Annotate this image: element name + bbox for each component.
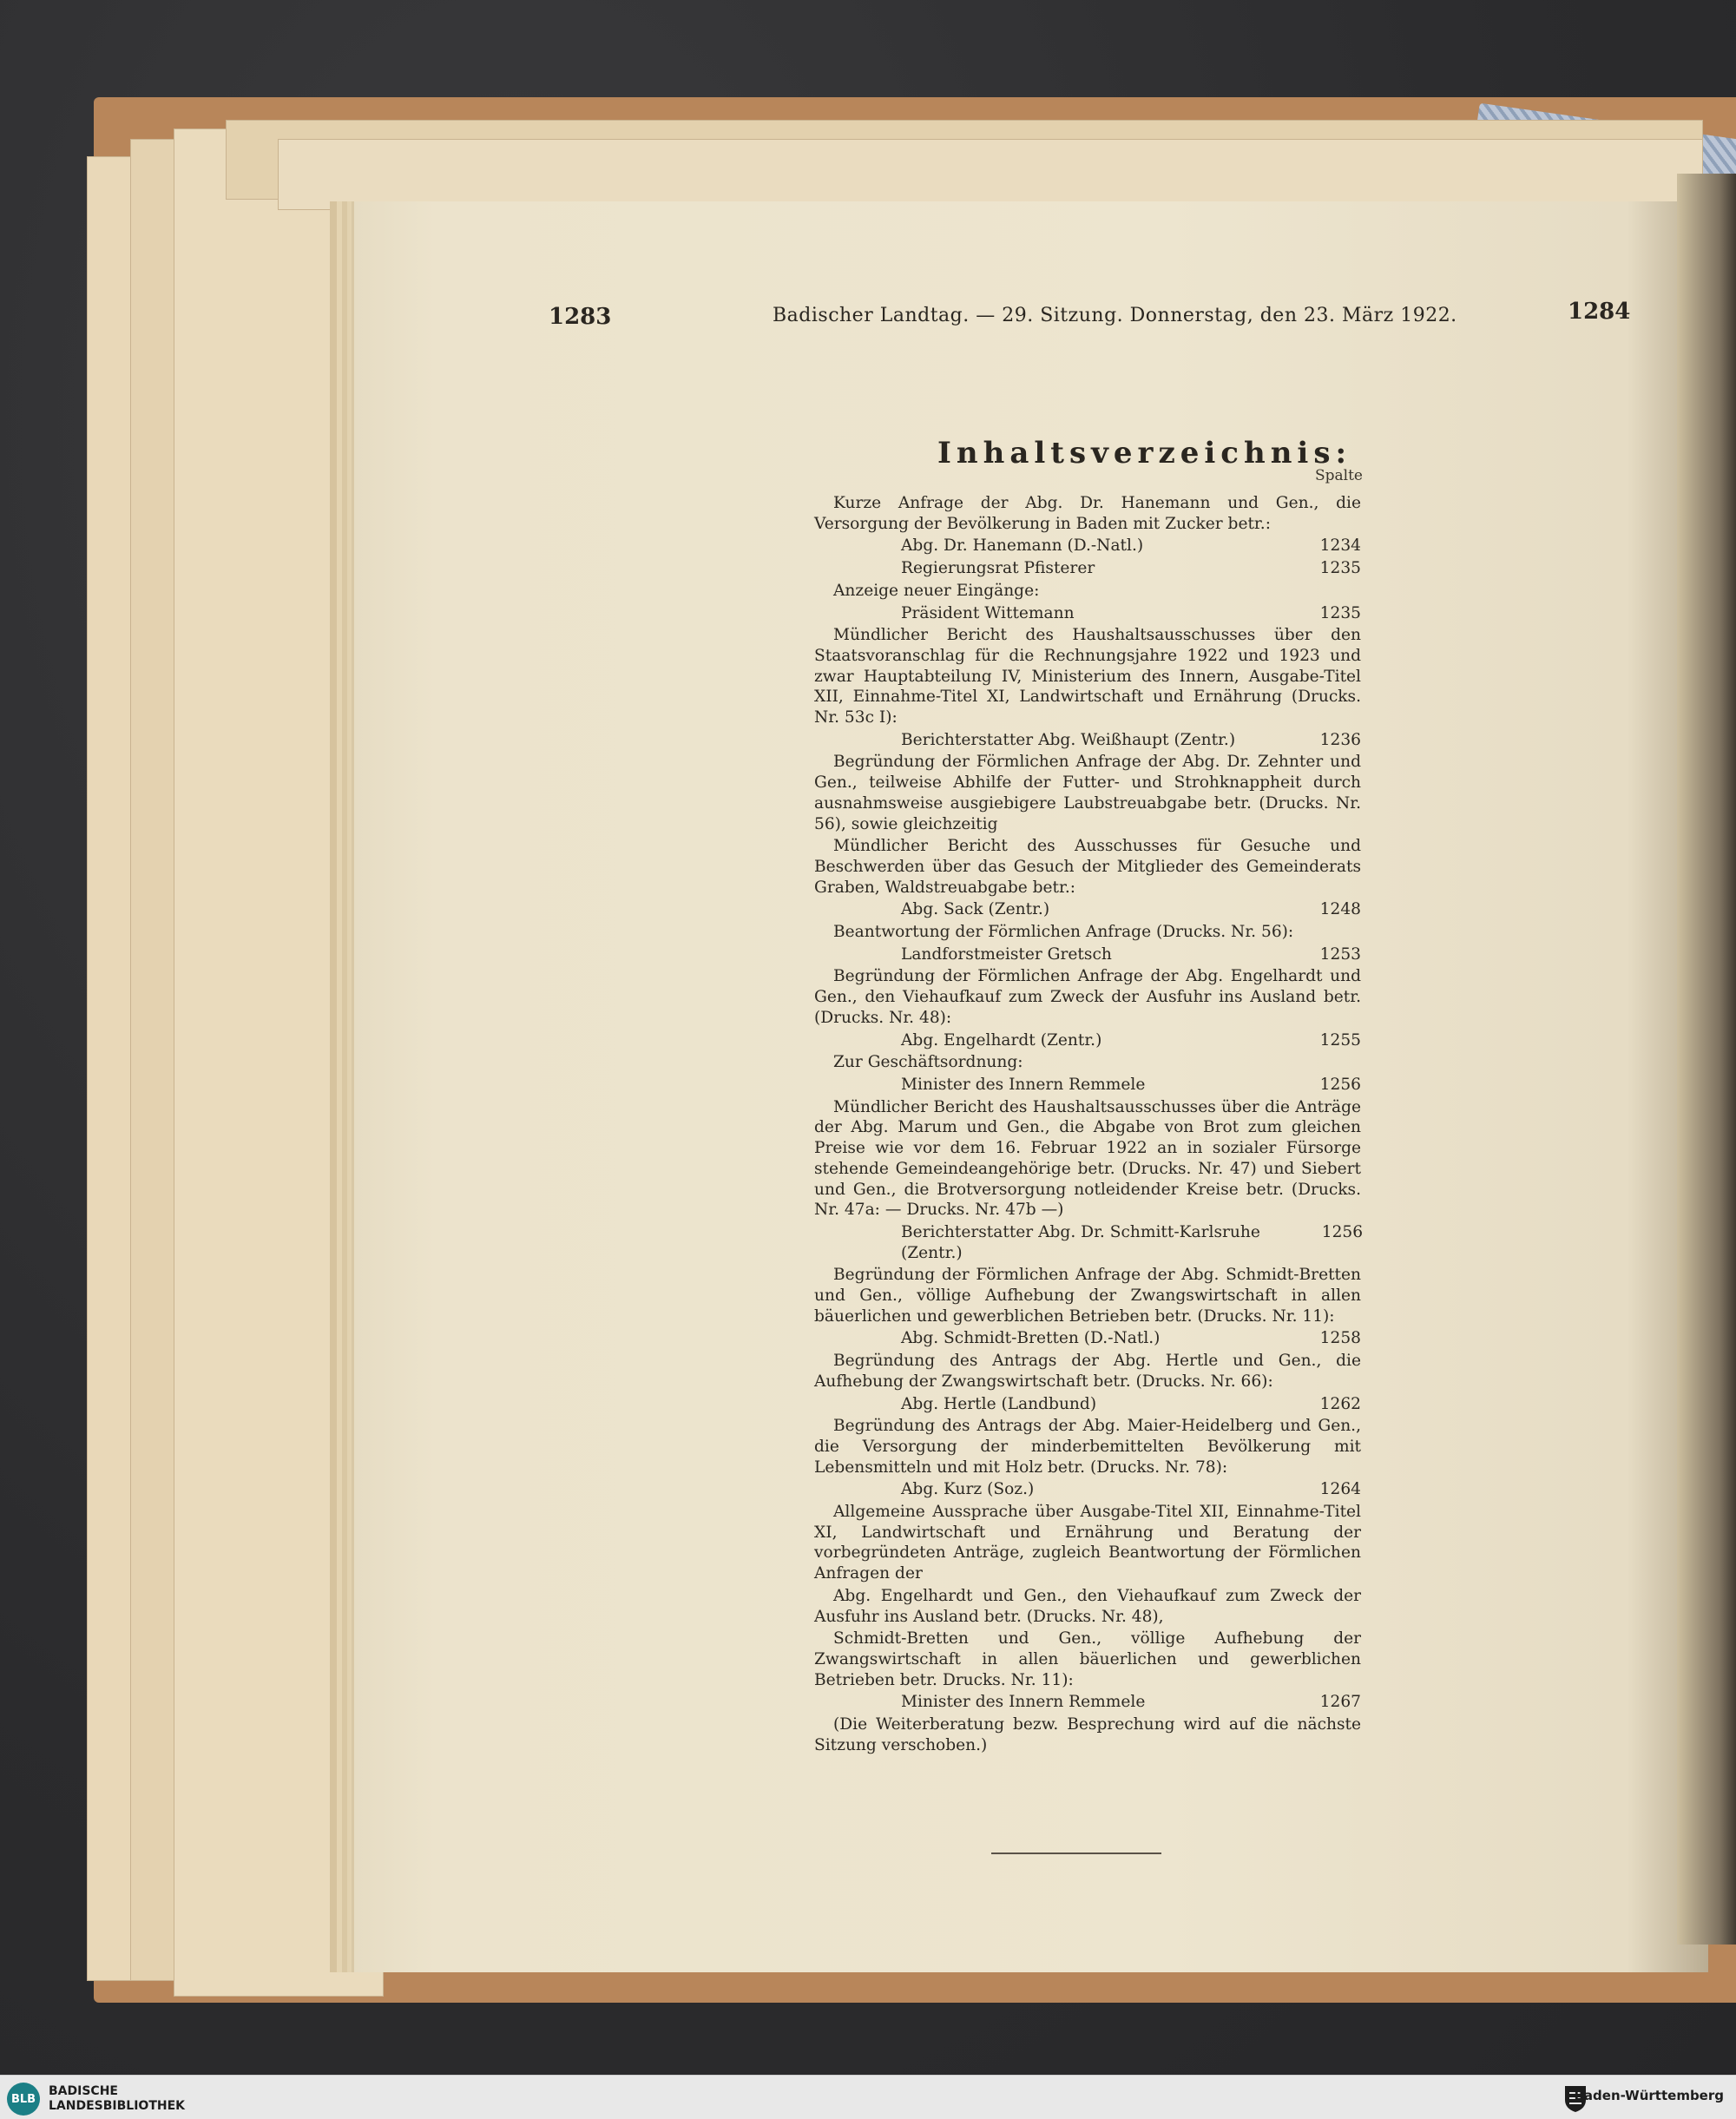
table-of-contents — [814, 493, 1364, 1757]
speaker-name: Abg. Hertle (Landbund) — [901, 1394, 1097, 1413]
toc-entry: Begründung der Förmlichen Anfrage der Abg. Engelhardt und Gen., den Viehaufkauf zum Zweck der Ausfuhr ins Ausland betr. (Drucks. Nr. 48): — [814, 967, 1361, 1027]
toc-speaker-row — [814, 1479, 1361, 1500]
toc-entry: Begründung der Förmlichen Anfrage der Abg. Dr. Zehnter und Gen., teilweise Abhilfe der Futter- und Strohknappheit durch ausnahmsweise ausgiebigere Laubstreuabgabe betr. (Drucks. Nr. 56), sowie gleichzeitig — [814, 753, 1361, 833]
right-page-number: 1284 — [1568, 299, 1631, 325]
viewer-footer — [0, 2075, 1736, 2119]
speaker-name: Regierungsrat Pfisterer — [901, 559, 1095, 578]
toc-entry: Anzeige neuer Eingänge: — [833, 581, 1040, 600]
page-stack — [174, 128, 384, 1997]
column-number: 1248 — [1319, 900, 1361, 919]
toc-entry: Begründung des Antrags der Abg. Hertle und Gen., die Aufhebung der Zwangswirtschaft betr. (Drucks. Nr. 66): — [814, 1352, 1361, 1391]
column-number: 1255 — [1319, 1030, 1361, 1050]
column-number: 1258 — [1319, 1329, 1361, 1348]
page-stack-top — [278, 139, 1703, 210]
column-number: 1264 — [1319, 1480, 1361, 1499]
toc-entry: Zur Geschäftsordnung: — [833, 1053, 1023, 1072]
toc-entry: Beantwortung der Förmlichen Anfrage (Drucks. Nr. 56): — [833, 923, 1294, 942]
column-number: 1235 — [1319, 603, 1361, 622]
column-number: 1235 — [1319, 559, 1361, 578]
toc-speaker-row — [814, 603, 1361, 624]
speaker-name: Abg. Engelhardt (Zentr.) — [901, 1030, 1102, 1050]
speaker-name: Minister des Innern Remmele — [901, 1075, 1146, 1094]
toc-sub-entry: Abg. Engelhardt und Gen., den Viehaufkauf zum Zweck der Ausfuhr ins Ausland betr. (Drucks. Nr. 48), — [814, 1586, 1361, 1626]
library-name-line1: BADISCHE — [49, 2084, 118, 2098]
book-spine — [1677, 174, 1736, 1945]
toc-speaker-row — [814, 1030, 1361, 1051]
blb-logo[interactable]: BLB — [7, 2083, 40, 2116]
end-rule — [991, 1852, 1161, 1854]
column-number: 1262 — [1319, 1394, 1361, 1413]
column-number: 1256 — [1321, 1222, 1364, 1241]
speaker-name: Berichterstatter Abg. Dr. Schmitt-Karlsruhe (Zentr.) — [901, 1222, 1260, 1262]
toc-speaker-row — [814, 536, 1361, 556]
toc-speaker-row — [814, 558, 1361, 579]
toc-speaker-row — [814, 899, 1361, 920]
column-number: 1236 — [1319, 730, 1361, 749]
speaker-name: Minister des Innern Remmele — [901, 1693, 1146, 1712]
speaker-name: Abg. Sack (Zentr.) — [901, 900, 1050, 919]
toc-entry: (Die Weiterberatung bezw. Besprechung wird auf die nächste Sitzung verschoben.) — [814, 1715, 1361, 1754]
toc-entry: Begründung der Förmlichen Anfrage der Abg. Schmidt-Bretten und Gen., völlige Aufhebung der Zwangswirtschaft in allen bäuerlichen und gewerblichen Betrieben betr. (Drucks. Nr. 11): — [814, 1266, 1361, 1326]
toc-speaker-row — [814, 1692, 1361, 1713]
toc-title: Inhaltsverzeichnis: — [937, 436, 1352, 471]
toc-entry: Begründung des Antrags der Abg. Maier-Heidelberg und Gen., die Versorgung der minderbemittelten Bevölkerung mit Lebensmitteln und mit Holz betr. (Drucks. Nr. 78): — [814, 1417, 1361, 1477]
left-page-number: 1283 — [549, 304, 612, 330]
toc-entry: Mündlicher Bericht des Haushaltsausschusses über die Anträge der Abg. Marum und Gen., die Abgabe von Brot zum gleichen Preise wie vor dem 16. Februar 1922 an in sozialer Fürsorge stehende Gemeindeangehörige betr. (Drucks. Nr. 47) und Siebert und Gen., die Brotversorgung notleidender Kreise betr. (Drucks. Nr. 47a: — Drucks. Nr. 47b —) — [814, 1097, 1361, 1220]
toc-speaker-row — [814, 1394, 1361, 1415]
column-number: 1267 — [1319, 1693, 1361, 1712]
speaker-name: Präsident Wittemann — [901, 603, 1075, 622]
running-head: Badischer Landtag. — 29. Sitzung. Donnerstag, den 23. März 1922. — [773, 305, 1457, 326]
speaker-name: Abg. Kurz (Soz.) — [901, 1480, 1035, 1499]
speaker-name: Landforstmeister Gretsch — [901, 944, 1112, 964]
toc-speaker-row — [814, 1222, 1364, 1263]
speaker-name: Berichterstatter Abg. Weißhaupt (Zentr.) — [901, 730, 1236, 749]
toc-speaker-row — [814, 1075, 1361, 1096]
speaker-name: Abg. Dr. Hanemann (D.-Natl.) — [901, 536, 1144, 556]
state-label[interactable]: Baden-Württemberg — [1574, 2088, 1724, 2103]
library-name[interactable] — [49, 2084, 185, 2114]
toc-entry: Kurze Anfrage der Abg. Dr. Hanemann und Gen., die Versorgung der Bevölkerung in Baden mit Zucker betr.: — [814, 494, 1361, 533]
toc-speaker-row — [814, 944, 1361, 965]
toc-entry: Allgemeine Aussprache über Ausgabe-Titel XII, Einnahme-Titel XI, Landwirtschaft und Ernährung und Beratung der vorbegründeten Anträge, zugleich Beantwortung der Förmlichen Anfragen der — [814, 1503, 1361, 1583]
library-name-line2: LANDESBIBLIOTHEK — [49, 2099, 186, 2113]
column-number: 1234 — [1319, 536, 1361, 556]
toc-speaker-row — [814, 730, 1361, 751]
toc-entry: Mündlicher Bericht des Ausschusses für Gesuche und Beschwerden über das Gesuch der Mitglieder des Gemeinderats Graben, Waldstreuabgabe betr.: — [814, 837, 1361, 897]
column-number: 1256 — [1319, 1075, 1361, 1094]
toc-sub-entry: Schmidt-Bretten und Gen., völlige Aufhebung der Zwangswirtschaft in allen bäuerlichen und gewerblichen Betrieben betr. Drucks. Nr. 11): — [814, 1629, 1361, 1689]
column-number: 1253 — [1319, 944, 1361, 964]
toc-entry: Mündlicher Bericht des Haushaltsausschusses über den Staatsvoranschlag für die Rechnungsjahre 1922 und 1923 und zwar Hauptabteilung IV, Ministerium des Innern, Ausgabe-Titel XII, Einnahme-Titel XI, Landwirtschaft und Ernährung (Drucks. Nr. 53c I): — [814, 626, 1361, 727]
toc-speaker-row — [814, 1328, 1361, 1349]
speaker-name: Abg. Schmidt-Bretten (D.-Natl.) — [901, 1329, 1161, 1348]
column-label: Spalte — [1315, 467, 1363, 484]
